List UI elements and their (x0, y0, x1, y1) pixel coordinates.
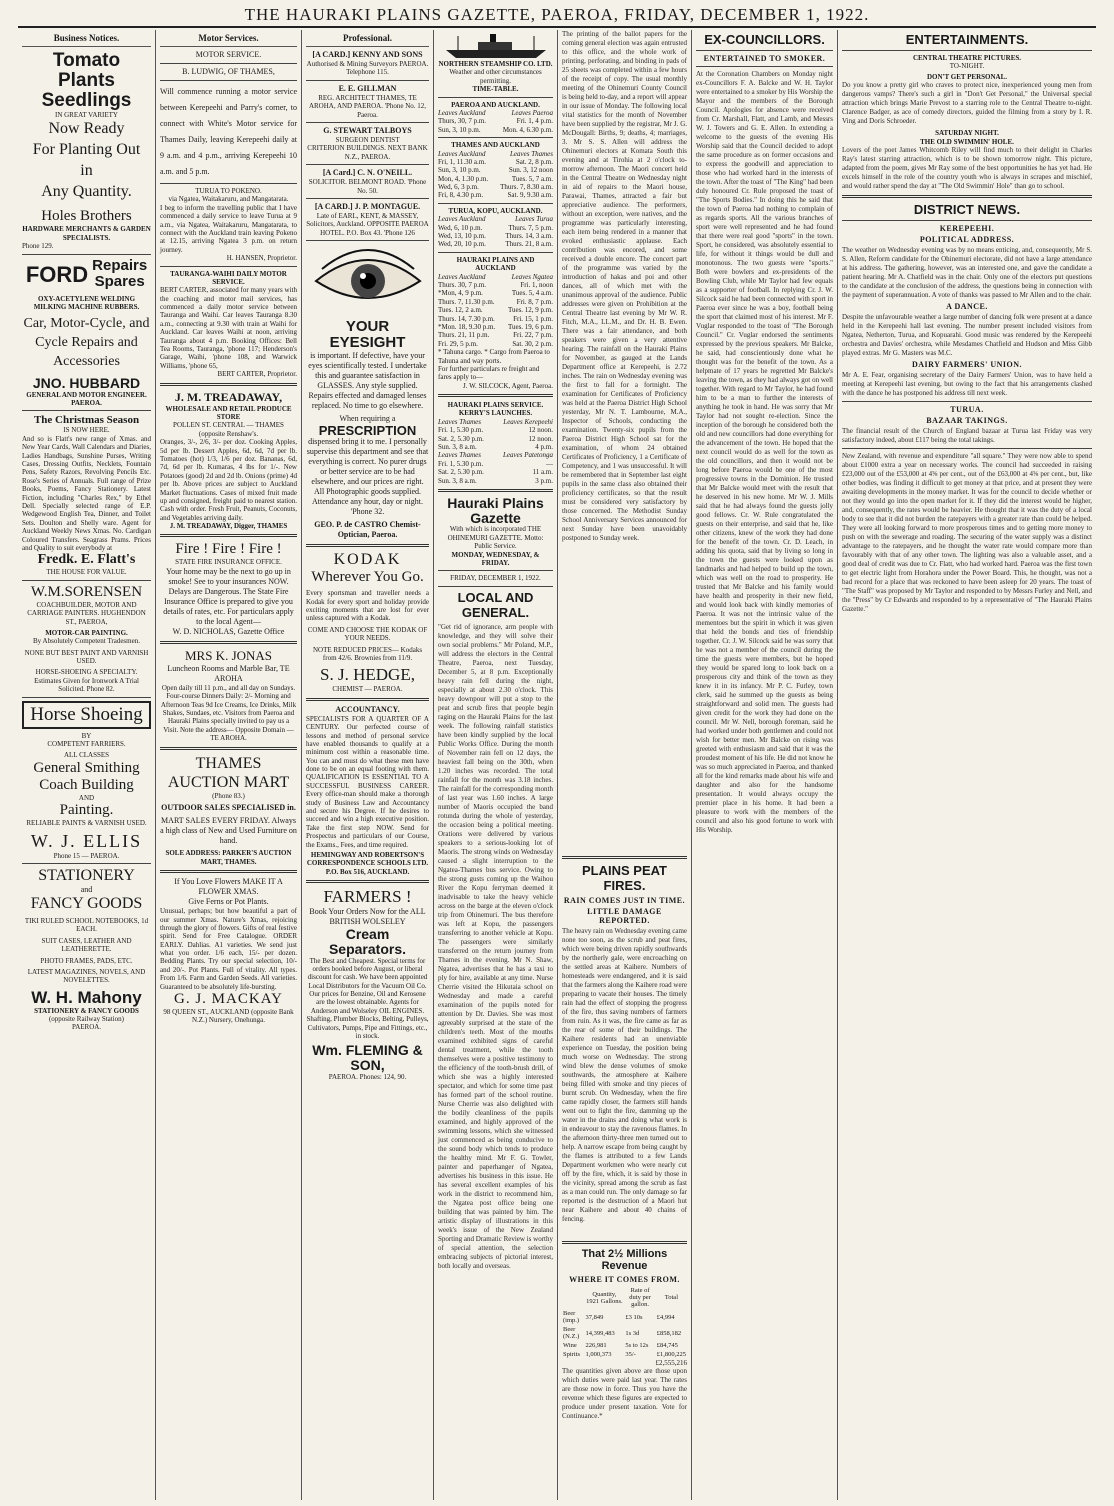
tt-silcock: J. W. SILCOCK, Agent, Paeroa. (462, 381, 553, 390)
film-swimmin-body: Lovers of the poet James Whitcomb Riley will find much to their delight in Charles Ray's latest starring attraction, which is to be shown tomorrow night. This picture, adapted from the poem, gives Mr Ray some of the best opportunities he has yet had. He excels himself in the role of the country youth who is always in scrapes and mischief, and would rather spend the day at "The Old Swimmin' Hole" than go to school. (842, 145, 1092, 190)
talboys-sub: SURGEON DENTIST (335, 135, 400, 144)
timetable-cell: Tues. 12, 9 p.m. (507, 306, 553, 315)
gazette-title: Hauraki Plains Gazette (447, 494, 544, 526)
tt-paeroa-auckland-title: PAEROA AND AUCKLAND. (451, 100, 540, 109)
flowers-ferns: Give Ferns or Pot Plants. (188, 897, 269, 907)
timetable-cell: Thurs. 30, 7 p.m. (438, 280, 487, 289)
column-ex-councillors (692, 30, 838, 1500)
gillman-title: E. E. GILLMAN (338, 83, 397, 93)
timetable-cell: Fri, 1, 11.30 a.m. (438, 157, 486, 166)
timetable-row (438, 289, 553, 297)
dairy-union-body: Mr A. E. Fear, organising secretary of the Dairy Farmers' Union, was to have held a meeting at Kerepeehi last evening, but owing to the fact that his arrangements clashed with the dance he has postponed his address till next week. (842, 370, 1092, 397)
ad-xmas-sub: IS NOW HERE. (63, 426, 110, 435)
ex-councillors-subheading: ENTERTAINED TO SMOKER. (703, 54, 826, 63)
timetable-cell: Leaves Auckland (438, 215, 486, 224)
treadaway-addr: POLLEN ST. CENTRAL — THAMES (opposite Renshaw's. (173, 421, 284, 438)
fleming-title: Wm. FLEMING & SON, (312, 1042, 423, 1074)
gillman-sub: REG. ARCHITECT THAMES, TE AROHA, AND PAEROA. 'Phone No. 12, Paeroa. (308, 93, 427, 119)
jonas-title: MRS K. JONAS (184, 647, 273, 663)
timetable-row (438, 224, 553, 232)
ad-motorcar: MOTOR-CAR PAINTING. (45, 628, 128, 637)
timetable-cell: Leaves Turua (515, 215, 553, 224)
accountancy-body: SPECIALISTS FOR A QUARTER OF A CENTURY. Our perfected course of lessons and method of personal service have enabled thousands to qualify at a minimum cost within a reasonable time. You can and must do what these men have done to be on an equal footing with them. QUALIFICATION IS ESSENTIAL TO A SUCCESSFUL BUSINESS CAREER. Every office-man should make a thorough study of Business Law and Accountancy and secure his Degree. If he desires to succeed and win a high executive position. Take the first step NOW. Send for Prospectus and particulars of our Course, the Exams., Fees, and time required. (306, 714, 429, 849)
prescription-title: PRESCRIPTION (318, 422, 417, 438)
ad-mahony-addr: (opposite Railway Station) (48, 1014, 125, 1023)
timetable-cell: Mon, 4, 1.30 p.m. (438, 174, 489, 183)
castro-sign: GEO. P. de CASTRO Chemist-Optician, Paeroa. (314, 520, 421, 540)
peat-fires-heading: PLAINS PEAT FIRES. (582, 863, 667, 893)
dance-heading: A DANCE. (946, 301, 988, 311)
jonas-sub: Luncheon Rooms and Marble Bar, TE AROHA (167, 663, 290, 683)
timetable-cell: Sat. 2, 5.30 p.m. (438, 434, 484, 443)
ad-tiki: TIKI RULED SCHOOL NOTEBOOKS, 1d EACH. (24, 916, 149, 934)
carter-sign: BERT CARTER, Proprietor. (217, 370, 297, 379)
ad-none: NONE BUT BEST PAINT AND VARNISH USED. (24, 648, 149, 666)
timetable-row (438, 306, 553, 314)
timetable-cell: Tues. 5, 4 a.m. (511, 289, 553, 298)
talboys-title: G. STEWART TALBOYS (323, 125, 412, 135)
bazaar-body: The financial result of the Church of England bazaar at Turua last Friday was very satisfactory indeed, about £117 being the total takings. (842, 426, 1092, 444)
saturday-night: SATURDAY NIGHT. (935, 129, 999, 138)
ad-tomato-body: Now Ready For Planting Out in Any Quantity. (32, 120, 141, 200)
fleming-sub: PAEROA. Phones: 124, 90. (328, 1072, 407, 1081)
timetable-cell: Fri. 1, noon (520, 280, 553, 289)
timetable-row (438, 183, 553, 191)
kodak-subtitle: Wherever You Go. (311, 569, 424, 586)
column-business-notices: Business Notices. Tomato Plants Seedlings IN GREAT VARIETY Now Ready For Planting Out in Any Quantity. Holes Brothers HARDWARE MERCHANTS & GARDEN SPECIALISTS. Phone 129. FORD Repairs Spares OXY-ACETYLENE WELDING MILKING MACHINE RUBBERS. Car, Motor-Cycle, and Cycle Repairs and Accessories JNO. HUBBARD GENERAL AND MOTOR ENGINEER. PAEROA. The Christmas Season IS NOW HERE. And so is Flatt's new range of Xmas. and New Year Cards, Wall Calendars and Diaries, Ladies Handbags, Sunshine Purses, Writing Cases, Dressing Outfits, Necklets, Fountain Pens, Safety Razors, Revolving Pencils Etc. Rose's Series of Annuals. Full range of Prize Books, Poems, Fancy Stationery. Latest Fiction, including "Charles Rex," by Ethel Dell. Specially selected range of E.P. Wedgewood English Tea, Dinner, and Toilet Sets. Doulton and Shelly ware. Agent for Auckland Weekly News Xmas. No. Cardigan Coloured Transfers. Seagrass Prams. Prices and Quality to suit everybody at Fredk. E. Flatt's THE HOUSE FOR VALUE. W.M.SORENSEN COACHBUILDER, MOTOR AND CARRIAGE PAINTERS. HUGHENDON ST., PAEROA, MOTOR-CAR PAINTING. By Absolutely Competent Tradesmen. NONE BUT BEST PAINT AND VARNISH USED. HORSE-SHOEING A SPECIALTY. Estimates Given for Ironwork A Trial Solicited. Phone 82. Horse Shoeing BY COMPETENT FARRIERS. ALL CLASSES General Smithing Coach Building AND Painting. RELIABLE PAINTS & VARNISH USED. W. J. ELLIS Phone 15 — PAEROA. STATIONERY and FANCY GOODS TIKI RULED SCHOOL NOTEBOOKS, 1d EACH. SUIT CASES, LEATHER AND LEATHERETTE. PHOTO FRAMES, PADS, ETC. LATEST MAGAZINES, NOVELS, AND NOVELETTES. W. H. Mahony STATIONERY & FANCY GOODS (opposite Railway Station) PAEROA. (18, 30, 156, 1500)
turua-heading: TURUA. (950, 404, 984, 414)
ad-ironwork: Estimates Given for Ironwork A Trial Solicited. Phone 82. (34, 676, 139, 694)
timetable-cell: Tues. 12, 2 a.m. (438, 306, 483, 315)
timetable-cell: Thurs. 7, 11.30 p.m. (438, 297, 495, 306)
timetable-cell: Leaves Thames (510, 149, 553, 158)
northern-steamship-title: NORTHERN STEAMSHIP CO. LTD. (438, 60, 553, 68)
kenny-sub: Authorised & Mining Surveyors PAEROA. Telephone 115. (306, 60, 429, 77)
peat-fires-subheading: RAIN COMES JUST IN TIME. (563, 896, 686, 905)
ad-suit: SUIT CASES, LEATHER AND LEATHERETTE. (41, 936, 132, 954)
gazette-days: MONDAY, WEDNESDAY, & FRIDAY. (451, 550, 540, 567)
fire-body: Your home may be the next to go up in smoke! See to your insurances NOW. Delays are Dangerous. The State Fire Insurance Office is prepared to give you details of rates, etc. For particulars apply to the local Agent— (163, 566, 294, 626)
revenue-row (562, 1341, 687, 1350)
northern-weather: Weather and other circumstances permitting. (449, 68, 542, 85)
ad-fancy-goods: FANCY GOODS (30, 894, 143, 912)
central-theatre: CENTRAL THEATRE PICTURES. (912, 54, 1022, 62)
timetable-row (438, 477, 553, 485)
timetable-cell: Tues. 19, 6 p.m. (507, 322, 553, 331)
eye-illustration-icon (312, 245, 424, 315)
local-general-body: "Get rid of ignorance, arm people with knowledge, and they will solve their own social problems." Mr Poland, M.P., will address the electors in the Central Theatre, Paeroa, next Tuesday, December 5, at 8 p.m. Exceptionally heavy rain fell during the night, especially at about 2.30 o'clock. This heavy downpour will put a stop to the peat and scrub fires that people begin raging on the Hauraki Plains for the last week. The following rainfall statistics have been kindly supplied by the local Public Works Office. During the month of November rain fell on 12 days, the heaviest fall being on the 30th, when 1.20 inches was recorded. The total rainfall for the month was 3.18 inches. The rainfall for the corresponding month of last year was 1.60 inches. A large number of Maoris occupied the band rotunda during the whole of yesterday, the occasion being a political meeting. Orations were delivered by various speakers to a serious-looking lot of Maoris. The strong winds on Wednesday caused a slight interruption to the Ngatea-Thames bus service. Owing to the strong gusts coming up the Waihou River the Kopu ferryman deemed it inadvisable to take the heavy vehicle across on the barge at the eleven o'clock trip from Ohinemuri. The bus therefore was left at Kopu, the passengers transferring to another vehicle at Kopu. The passengers were similarly transferred on the return journey from Thames in the evening. Mr N. Shaw, Ngatea, advertises that he has a taxi to ply for hire, available at any time. Nurse Cherrie visited the Hikutaia school on Wednesday and made a careful examination of the pupils noted for attention by Dr. Davies. She was most agreeably surprised at the state of the children's teeth. Most of the mouths examined exhibited signs of careful dental treatment, while the tooth themselves were a positive testimony to the efficiency of the tooth-brush drill, of which she was a highly interested spectator, and which for some time past has formed part of the school routine. Nurse Cherrie was also delighted with the bodily cleanliness of the pupils examined, and highly approved of the swimming lessons, which she witnessed just commenced as being conducive to the sound body which tends to produce the healthy mind. Mr F. G. Towler, painter and paperhanger of Ngatea, advertises his business in this issue. He has several excellent examples of his work in the district to recommend him, the Ngatea post office being one building that was painted by him. The artistic display of illustrations in this week's issue of the New Zealand Sporting and Dramatic Review is worthy of special attention, the selection embracing subjects of pictorial interest, both locally and overseas. (438, 622, 553, 1270)
timetable-header (438, 273, 553, 281)
tt-paeroa-auckland (438, 109, 553, 134)
dateline: FRIDAY, DECEMBER 1, 1922. (450, 574, 541, 583)
entertainments-heading: ENTERTAINMENTS. (905, 32, 1029, 47)
farmers-title: FARMERS ! (323, 887, 412, 907)
timetable-cell: Mon. 4, 6.30 p.m. (502, 125, 553, 134)
kodak-come: COME AND CHOOSE THE KODAK OF YOUR NEEDS. (307, 625, 428, 643)
timetable-row (438, 460, 553, 468)
timetable-cell: Leaves Auckland (438, 149, 486, 158)
ad-holes-sub: HARDWARE MERCHANTS & GARDEN SPECIALISTS. (22, 225, 151, 242)
peat-fires-subheading-2: LITTLE DAMAGE REPORTED. (587, 907, 662, 925)
column-heading: Motor Services. (160, 30, 297, 47)
revenue-cell: Wine (563, 1342, 577, 1349)
farmers-body: Book Your Orders Now for the ALL BRITISH WOLSELEY (309, 907, 426, 927)
mackay-addr: 98 QUEEN ST., AUCKLAND (opposite Bank N.Z.) Nursery, Onehunga. (163, 1008, 294, 1025)
timetable-cell: Sun, 3, 10 p.m. (438, 166, 481, 175)
timetable-header (438, 451, 553, 459)
treadaway-sub: WHOLESALE AND RETAIL PRODUCE STORE (165, 404, 292, 421)
tt-kerry (438, 418, 553, 452)
kodak-body: Every sportsman and traveller needs a Kodak for every sport and holiday provide exciting moments that are lost for ever unless captured with a Kodak. (306, 589, 429, 623)
tt-turua-kopu-title: TURUA, KOPU, AUCKLAND. (448, 206, 543, 215)
timetable-row (438, 166, 553, 174)
timetable-row (438, 191, 553, 199)
revenue-cell: 37,849 (585, 1313, 604, 1321)
ad-painting: Painting. (59, 802, 114, 819)
thames-mart-outdoor: OUTDOOR SALES SPECIALISED in. (161, 803, 296, 813)
revenue-heading: That 2½ Millions Revenue (581, 1248, 668, 1272)
tt-thames-auckland (438, 150, 553, 200)
revenue-cell: £3 10s (625, 1313, 643, 1321)
timetable-row (438, 240, 553, 248)
revenue-cell: £4,994 (656, 1313, 675, 1321)
ad-mahony-title: W. H. Mahony (31, 987, 142, 1007)
turua-pokeno-title: TURUA TO POKENO. (195, 187, 262, 195)
ad-milking: MILKING MACHINE RUBBERS. (33, 302, 140, 311)
eyesight-body: is important. If defective, have your eyes scientifically tested. I undertake this and guarantee satisfaction in GLASSES. Any style supplied. Repairs effected and damaged lenses replaced. No time to go elsewhere. (308, 350, 427, 410)
turua-pokeno-sub: via Ngatea, Waitakaruru, and Mangatarata. (168, 195, 289, 204)
timetable-cell: Sat. 2, 8 p.m. (515, 157, 553, 166)
ad-mahony-town: PAEROA. (71, 1023, 102, 1032)
timetable-cell: Wed, 13, 10 p.m. (438, 232, 486, 241)
steamship-icon (438, 32, 554, 60)
ad-oxy: OXY-ACETYLENE WELDING (37, 294, 136, 303)
timetable-cell: 3 p.m. (535, 476, 553, 485)
dance-body: Despite the unfavourable weather a large number of dancing folk were present at a dance held in the Kerepeehi hall last evening. The number present included visitors from Ngatea, Netherton, Turua, and Kopuarahi. Good music was rendered by the Kerepeehi orchestra and Davies' orchestra, while Mesdames Chatfield and Hudson and Miss Gibb played extras. Mr G. Masters was M.C. (842, 312, 1092, 357)
ad-smithing: General Smithing (33, 759, 140, 776)
political-address-heading: POLITICAL ADDRESS. (919, 234, 1015, 244)
ad-magazines: LATEST MAGAZINES, NOVELS, AND NOVELETTES. (27, 967, 146, 985)
film-personal-body: Do you know a pretty girl who craves to protect nice, inexperienced young men from dangerous vamps? There's such a girl in "Don't Get Personal," the Universal special attraction which brings Marie Prevost to a starring role to the Central Theatre to-night. Clarence Badger, as ace of comedy directors, guided the filming from a story by I. R. Ving and Doris Schroeder. (842, 81, 1092, 126)
tt-hauraki-auckland-title: HAURAKI PLAINS AND AUCKLAND (456, 255, 535, 273)
turua-pokeno-body: I beg to inform the travelling public that I have commenced a daily service to leave Turua at 9 a.m., via Ngatea, Waitakaruru, Mangatarata, to connect with the Auckland train leaving Pokeno at 12.15, arriving Ngatea 3 p.m. on return journey. (160, 203, 297, 254)
column-entertainment-district (838, 30, 1096, 1500)
timetable-cell: Sat. 2, 5.30 p.m. (438, 468, 484, 477)
ad-car-repairs: Car, Motor-Cycle, and Cycle Repairs and Accessories (23, 316, 150, 370)
ex-councillors-body: At the Coronation Chambers on Monday night ex-Councillors F. A. Balcke and W. H. Taylor were entertained to a smoker by His Worship the Mayor and the members of the Borough Council. Apologies for absence were received from Cr. Marshall, Flatt, and Lamb, and Messrs W. J. Towers and G. E. Allen. In extending a welcome to the guests of the evening His Worship said that the Council decided to adopt the same procedure as on former occasions and to express the goodwill and appreciation to those who had worked hard in the interests of the town. After the toast of "The King" had been duly honoured Cr. Rule proposed the toast of "The Sports Bodies." In doing this he said that the town of Paeroa had nothing to complain of as regards sports. All the various branches of sport were well represented and he had found that there were real good "sports" in the town. Sport, he considered, was absolutely essential to life, for without it things would be dull and monotonous. The two guests were "sports." Both were bowlers and ex-presidents of the Bowling Club, while Mr Taylor had few equals as a supporter of football. In replying Cr. J. W. Silcock said he had been connected with sport in Paeroa ever since he was a boy, football being the sport that claimed most of his interest. Mr F. Vuglar responded to the toast of "The Borough Council." Cr. Vuglar endorsed the sentiments expressed by the previous speakers. Mr Balcke, he said, had conscientiously done what he thought was for the benefit of the town. As a helpmate of 17 years he regretted Mr Balcke's leaving the town, as they had always got on well together. With regard to Mr Taylor, he had found him to be a man to further the interests of anything he took in hand. He was sorry that Mr Taylor had not sought re-election. Since the inception of the borough he considered both the old and new councillors had done everything for the advancement of the town. He hoped that the next council would do as well for the town as the old councillors, and then it would not be long before Paeroa would be one of the most progressive towns in the Dominion. He trusted that Mr Balcke would meet with the result that he deserved in his new home. Mr W. J. Mills said that he had always found the guests jolly good fellows. Cr. W. Rule congratulated the guests on their enterprise, and said that he, like other citizens, knew of the work they had done for the benefit of the town. Cr. D. Leach, in adding his quota, said that by living so long in the town the guests were looked upon as landmarks and had helped to build up the town, which was well on the road to prosperity. He trusted that Mr Balcke and his family would have health and prosperity in their new field, and would look back with kindly memories of Paeroa. It was not the intrinsic value of the mementoes but the spirit in which it was given that held the bonds and ties of friendship together. Cr. J. W. Silcock said he was sorry that he was not a member of the council during the time the guests were members, but he hoped they would be spared long to look back on a prosperous city and think of the town as they knew it in its infancy. Mr P. C. Furley, town clerk, said he summed up the guests as being straightforward and solid men. The guests had given credit for the work they had done on the council. Mr W. Nell, borough foreman, said he had worked under both gentlemen and could not wish for better men. Mr Balcke on rising was greeted with enthusiasm and said that it was the proudest moment of his life. He did not know he was so much appreciated in Paeroa, and thanked all for the kind remarks made about his wife and daughter and also for the handsome presentation. It would always occupy the premier place in his home. It had been a pleasure to work with the members of the council and also his good fortune to work with His Worship. (696, 70, 833, 834)
ad-hubbard-sub: GENERAL AND MOTOR ENGINEER. PAEROA. (26, 390, 147, 408)
ad-photo: PHOTO FRAMES, PADS, ETC. (40, 956, 133, 965)
timetable-header (438, 150, 553, 158)
timetable-cell: Leaves Paeroa (511, 108, 553, 117)
timetable-row (438, 340, 553, 348)
hansen-sign: H. HANSEN, Proprietor. (226, 254, 297, 263)
timetable-cell: Tues. 5, 7 a.m. (511, 174, 553, 183)
mackay-title: G. J. MACKAY (174, 991, 283, 1008)
jonas-body: Open daily till 11 p.m., and all day on Sundays. Four-course Dinners Daily: 2/- Morning and Afternoon Teas 9d Ice Creams, Ice Drinks, Milk Shakes, Sundaes, etc. Visitors from Paeroa and Hauraki Plains specially invited to pay us a Visit. Note the address— Opposite Domain — TE AROHA. (160, 683, 297, 743)
revenue-total: £2,555,216 (655, 1359, 687, 1367)
ad-holes-phone: Phone 129. (22, 242, 54, 251)
timetable-cell: 12 noon. (528, 426, 553, 435)
timetable-cell: Fri. 8, 7 p.m. (516, 297, 553, 306)
revenue-row (562, 1350, 687, 1359)
tt-hauraki-note: * Tahuna cargo. * Cargo from Paeroa to Tahuna and way ports. (438, 348, 550, 365)
timetable-row (438, 126, 553, 134)
column-professional: Professional. [A CARD.] KENNY AND SONS Authorised & Mining Surveyors PAEROA. Telephone 115. E. E. GILLMAN REG. ARCHITECT THAMES, TE AROHA, AND PAEROA. 'Phone No. 12, Paeroa. G. STEWART TALBOYS SURGEON DENTIST CRITERION BUILDINGS. NEXT BANK N.Z., PAEROA. [A Card.] C. N. O'NEILL. SOLICITOR. BELMONT ROAD. 'Phone No. 50. [A CARD.] J. P. MONTAGUE. Late of EARL, KENT, & MASSEY, Solicitors, Auckland. OPPOSITE PAEROA HOTEL. P.O. Box 43. 'Phone 126 YOUR EYESIGHT is important. If defective, have your eyes scientifically tested. I undertake this and guarantee satisfaction in GLASSES. Any style supplied. Repairs effected and damaged lenses replaced. No time to go elsewhere. When requiring a PRESCRIPTION dispensed bring it to me. I personally supervise this department and see that everything is correct. No purer drugs or better service are to be had elsewhere, and our prices are right. All Photographic goods supplied. Attendance any hour, day or night. 'Phone 32. GEO. P. de CASTRO Chemist-Optician, Paeroa. KODAK Wherever You Go. Every sportsman and traveller needs a Kodak for every sport and holiday provide exciting moments that are lost for ever unless captured with a Kodak. COME AND CHOOSE THE KODAK OF YOUR NEEDS. NOTE REDUCED PRICES— Kodaks from 42/6. Brownies from 11/9. S. J. HEDGE, CHEMIST — PAEROA. ACCOUNTANCY. SPECIALISTS FOR A QUARTER OF A CENTURY. Our perfected course of lessons and method of personal service have enabled thousands to qualify at a minimum cost within a reasonable time. You can and must do what these men have done to be on an equal footing with them. QUALIFICATION IS ESSENTIAL TO A SUCCESSFUL BUSINESS CAREER. Every office-man should make a thorough study of Business Law and Accountancy and secure his Degree. If he desires to succeed and win a high executive position. Take the first step NOW. Send for Prospectus and particulars of our Course, the Exams., Fees, and time required. HEMINGWAY AND ROBERTSON'S CORRESPONDENCE SCHOOLS LTD. P.O. Box 516, AUCKLAND. FARMERS ! Book Your Orders Now for the ALL BRITISH WOLSELEY Cream Separators. The Best and Cheapest. Special terms for orders booked before August, or liberal discount for cash. We have been appointed Local Distributors for the Vacuum Oil Co. Our prices for Benzine, Oil and Kerosene are the lowest obtainable. Agents for Anderson and Wolseley OIL ENGINES. Shafting, Plumber Blocks, Belting, Pulleys, Cultivators, Pumps, Pipe and Fittings, etc., in stock. Wm. FLEMING & SON, PAEROA. Phones: 124, 90. (302, 30, 434, 1500)
treadaway-title: J. M. TREADAWAY, (174, 389, 283, 404)
revenue-header-cell: Quantity, 1921 Gallons. (586, 1290, 623, 1305)
ad-holes-title: Holes Brothers (41, 208, 132, 225)
timetable-cell: Wed, 20, 10 p.m. (438, 240, 486, 249)
tt-thames-auckland-title: THAMES AND AUCKLAND (451, 141, 540, 150)
timetable-cell: Sat. 9, 9.30 a.m. (507, 191, 553, 200)
timetable-cell: Sun. 3, 12 noon (508, 166, 553, 175)
timetable-cell: Thurs. 21, 8 a.m. (505, 240, 553, 249)
ad-sorensen-title: W.M.SORENSEN (30, 583, 143, 600)
fire-state-office: STATE FIRE INSURANCE OFFICE. (175, 558, 282, 567)
revenue-cell: 226,981 (585, 1342, 607, 1349)
ad-flatt-title: Fredk. E. Flatt's (37, 552, 136, 568)
timetable-row (438, 331, 553, 339)
oneill-title: [A Card.] C. N. O'NEILL. (322, 168, 413, 178)
timetable-cell: Sun. 3, 8 a.m. (438, 443, 477, 452)
thames-mart-title: THAMES AUCTION MART (167, 754, 290, 791)
column-motor-services (156, 30, 302, 1500)
revenue-header-cell: Rate of duty per gallon. (629, 1287, 651, 1308)
timetable-row (438, 315, 553, 323)
timetable-row (438, 175, 553, 183)
hp-service-title: HAURAKI PLAINS SERVICE. (447, 401, 544, 410)
timetable-row (438, 298, 553, 306)
film-swimmin-title: THE OLD SWIMMIN' HOLE. (920, 137, 1014, 146)
revenue-body: The quantities given above are those upon which duties were paid last year. The rates are those now in force. Thus you have the revenue which these figures are expected to produce under present taxation. Vote for Continuance.* (562, 1367, 687, 1421)
timetable-cell: Leaves Thames (438, 417, 481, 426)
tauranga-body: BERT CARTER, associated for many years with the coaching and motor mail services, has commenced a daily motor service between Tauranga and Waihi. Car leaves Tauranga 8.30 a.m., connecting at 9.30 with train at Waihi for Auckland. Car leaves Waihi at noon, arriving Tauranga about 4 p.m. Booking Offices: Bell Tea Rooms, Tauranga, 'phone 117; Henderson's Garage, Waihi, 'phone 108, and Warwick Williams, 'phone 65, (160, 286, 297, 370)
timetable-cell: Leaves Auckland (438, 108, 486, 117)
timetable-cell: Fri, 8, 4.30 p.m. (438, 191, 484, 200)
ludwig-title: B. LUDWIG, OF THAMES, (182, 67, 275, 76)
timetable-cell: Wed, 6, 3 p.m. (438, 183, 479, 192)
ad-horseshoe-spec: HORSE-SHOEING A SPECIALTY. (35, 668, 138, 677)
hedge-sub: CHEMIST — PAEROA. (332, 685, 403, 694)
kodak-title: KODAK (333, 551, 402, 569)
timetable-row (438, 281, 553, 289)
column-news (558, 30, 692, 1500)
revenue-cell: 1,000,373 (585, 1351, 612, 1358)
timetable-row (438, 468, 553, 476)
montague-title: [A CARD.] J. P. MONTAGUE. (314, 201, 421, 211)
thames-mart-sole: SOLE ADDRESS: PARKER'S AUCTION MART, THAMES. (165, 849, 292, 866)
timetable-header (438, 215, 553, 223)
timetable-cell: Fri. 1, 4 p.m. (516, 117, 553, 126)
timetable-cell: Wed, 6, 10 p.m. (438, 223, 483, 232)
timetable-cell: Leaves Kerepeehi (503, 417, 553, 426)
kerepeehi-heading: KEREPEEHI. (939, 223, 995, 233)
timetable-row (438, 435, 553, 443)
oneill-sub: SOLICITOR. BELMONT ROAD. 'Phone No. 50. (308, 178, 427, 195)
ad-ford: FORD Repairs Spares (25, 256, 148, 291)
fire-agent: W. D. NICHOLAS, Gazette Office (172, 626, 285, 636)
timetable-cell: Thurs. 7, 5 p.m. (508, 223, 553, 232)
revenue-header-cell: Total (664, 1294, 678, 1301)
revenue-cell: £858,182 (656, 1329, 682, 1337)
timetable-cell: 11 a.m. (532, 468, 553, 477)
dairy-union-heading: DAIRY FARMERS' UNION. (912, 359, 1022, 369)
bazaar-heading: BAZAAR TAKINGS. (926, 415, 1008, 425)
ad-sorensen-sub: COACHBUILDER, MOTOR AND CARRIAGE PAINTERS. HUGHENDON ST., PAEROA, (27, 600, 146, 626)
column-heading: Professional. (306, 30, 429, 47)
kerry-title: KERRY'S LAUNCHES. (458, 409, 533, 418)
timetable-cell: Fri. 1, 5.30 p.m. (438, 459, 484, 468)
revenue-table (562, 1286, 687, 1359)
ad-flatt-sub: THE HOUSE FOR VALUE. (46, 568, 127, 577)
ad-stationery-title: STATIONERY (38, 866, 135, 884)
timetable-cell: *Mon, 4, 9 p.m. (438, 289, 483, 298)
peat-fires-body: The heavy rain on Wednesday evening came none too soon, as the scrub and peat fires, which were being driven rapidly southwards by the northerly gale, were encroaching on the settled areas at Kaihere. Numbers of homesteads were endangered, and it is said that the farmers along the Kaihere road were preparing to vacate their houses. The timely rain had the effect of stopping the progress of the fire, thus saving numbers of farmers from ruin. As it was, the fire came as far as the rear of some of their buildings. The Kaihere residents had an unenviable experience on Tuesday, the position being much worse on Wednesday. The strong wind blew the dense volumes of smoke southwards, the atmosphere at Kaihere being filled with smoke and tiny pieces of burnt scrub. On Wednesday, when the fire came rapidly closer, the farmers still hands went out to fight the fire, damming up the water in the drains and doing what work is in endeavour to stay the ravenous flames. In the afternoon thirty-three men turned out to help. A narrow escape from being caught by the flames is attributed to a few Lands Department workmen who were nearly cut off by the fire, which, it is said by those in the vicinity, spread among the scrub as fast as a man could run. The only damage so far reported is the destruction of a Maori hut near Kaihere and about 40 chains of fencing. (562, 927, 687, 1223)
cream-separators-body: The Best and Cheapest. Special terms for orders booked before August, or liberal discount for cash. We have been appointed Local Distributors for the Vacuum Oil Co. Our prices for Benzine, Oil and Kerosene are the lowest obtainable. Agents for Anderson and Wolseley OIL ENGINES. Shafting, Plumber Blocks, Belting, Pulleys, Cultivators, Pumps, Pipe and Fittings, etc., in stock. (306, 956, 429, 1041)
district-news-heading: DISTRICT NEWS. (913, 201, 1021, 217)
ad-mahony-sub: STATIONERY & FANCY GOODS (34, 1006, 139, 1015)
tt-further: For further particulars re freight and fares apply to— (438, 364, 540, 382)
timetable-cell: Thurs. 7, 8.30 a.m. (500, 183, 553, 192)
thames-mart-body: MART SALES EVERY FRIDAY. Always a high class of New and Used Furniture on hand. (160, 816, 297, 846)
timetable-cell: Sun, 3, 10 p.m. (438, 125, 481, 134)
ex-councillors-continued: New Zealand, with revenue and expenditure "all square." They were now able to spend about £1000 extra a year on necessary works. The council had succeeded in raising £23,000 out of the £53,000 at 4⅝ per cent., out of the £63,000 at 4⅝ per cent., but, like other bodies, was finding it difficult to get money at that price, and at present they were awaiting developments in the money market. It was for the council to decide whether or not they would go into the open market for it. If they did the interest would be higher, and, consequently, the rates would be heavier. He thought that it was the duty of a local body to see that it did not burden the ratepayers with a greater rate than could be helped. They were all looking forward to more prosperous times and to getting more money to push on with the sewerage and roading. The securing of the water supply was a distinct advantage to the ratepayers, and he thought the water rate would compare more than favourably with that of any other town. The lighting was also a valuable asset, and a good deal of credit was due to Cr. Flatt, who had worked hard. Paeroa was the first town to get electric light from Horahora under the Power Board. This, he thought, was not a bad record for a place that was reckoned to have been asleep for 20 years. The toast of "The Staff" was proposed by Mr Taylor and responded to by Messrs Furley and Nell, and the "Press" by Cr Edwards and responded to by a representative of "The Hauraki Plains Gazette." (842, 451, 1092, 613)
ludwig-body: Will commence running a motor service between Kerepeehi and Parry's corner, to connect with White's Motor service for Thames Daily, leaving Kerepeehi daily at 9 a.m. and 4 p.m., arriving Kerepeehi 10 a.m. and 5 p.m. (160, 87, 297, 176)
timetable-cell: 12 noon. (528, 434, 553, 443)
revenue-row (562, 1309, 687, 1325)
revenue-cell: 1s 3d (625, 1329, 640, 1337)
timetable-row (438, 117, 553, 125)
local-general-heading: LOCAL AND GENERAL. (457, 589, 534, 620)
timetable-cell: Sat. 30, 2 p.m. (512, 339, 553, 348)
montague-sub: Late of EARL, KENT, & MASSEY, Solicitors, Auckland. OPPOSITE PAEROA HOTEL. P.O. Box 43. 'Phone 126 (306, 211, 429, 237)
revenue-header-cell (562, 1286, 584, 1309)
gazette-sub: With which is incorporated THE OHINEMURI GAZETTE. Motto: Public Service. (447, 525, 544, 551)
political-address-body: The weather on Wednesday evening was by no means enticing, and, consequently, Mr S. S. Allen, Reform candidate for the Ohinemuri electorate, did not have a large attendance at his address. The gathering, however, was an interested one, and gave the candidate a patient hearing. Mr A. Chatfield was in the chair. Only one of the electors put questions to the candidate at the conclusion of the address, the questions being in connection with the payment of superannuation. A vote of thanks was passed to Mr Allen and to the chair. (842, 245, 1092, 299)
timetable-cell: Leaves Thames (438, 451, 481, 460)
ad-xmas-title: The Christmas Season (33, 414, 140, 427)
timetable-header (438, 109, 553, 117)
cream-separators-title: Cream Separators. (328, 926, 407, 957)
revenue-row (562, 1325, 687, 1341)
timetable-row (438, 158, 553, 166)
ad-farriers: COMPETENT FARRIERS. (47, 740, 126, 749)
timetable-cell: Fri. 29, 5 p.m. (438, 339, 478, 348)
column-shipping-local (434, 30, 558, 1500)
tt-kerry-patetonga (438, 451, 553, 485)
timetable-cell: — (546, 459, 553, 468)
column-heading: Business Notices. (22, 30, 151, 47)
hedge-title: S. J. HEDGE, (320, 665, 415, 685)
revenue-cell: £1,800,225 (656, 1351, 686, 1358)
revenue-cell: Beer (imp.) (563, 1310, 580, 1324)
timetable-row (438, 232, 553, 240)
timetable-cell: Fri. 15, 1 p.m. (513, 314, 553, 323)
timetable-header (438, 418, 553, 426)
timetable-cell: Sun. 3, 8 a.m. (438, 476, 477, 485)
treadaway-sign: J. M. TREADAWAY, Digger, THAMES (169, 522, 288, 531)
ex-councillors-heading: EX-COUNCILLORS. (704, 32, 825, 47)
timetable-cell: Fri. 1, 5.30 p.m. (438, 426, 484, 435)
tauranga-title: TAURANGA-WAIHI DAILY MOTOR SERVICE. (170, 269, 287, 286)
timetable-cell: Fri. 22, 7 p.m. (513, 331, 553, 340)
timetable-cell: Thurs. 21, 11 p.m. (438, 331, 490, 340)
ad-tomato-sub: IN GREAT VARIETY (54, 110, 118, 119)
ad-paints: RELIABLE PAINTS & VARNISH USED. (26, 819, 147, 828)
motor-service-title: MOTOR SERVICE. (195, 50, 262, 59)
ad-competent: By Absolutely Competent Tradesmen. (33, 637, 140, 646)
timetable-cell: Thurs. 14, 7.30 p.m. (438, 314, 495, 323)
kenny-title: [A CARD.] KENNY AND SONS (312, 50, 423, 59)
revenue-subheading: WHERE IT COMES FROM. (569, 1275, 680, 1284)
kodak-prices: NOTE REDUCED PRICES— Kodaks from 42/6. Brownies from 11/9. (312, 645, 423, 662)
northern-timetable: TIME-TABLE. (472, 85, 519, 94)
treadaway-body: Oranges, 3/-, 2/6, 3/- per doz. Cooking Apples, 5d per lb. Dessert Apples, 6d, 6d, 7d per lb. Tomatoes (hot) 1/3, 1/6 per doz. Bananas, 6d, 7d, 6d per lb. Kumaras, 4 lbs for 1/-. New Potatoes (good) 2d and 2d lb. Onions (prime) 4d per lb. Above prices are subject to Auckland Market fluctuations. Cases of mixed fruit made up and consigned, freight paid to nearest station. Cash with order. Fresh Fruit, Peanuts, Coconuts, and Vegetables arriving daily. (160, 438, 297, 522)
revenue-cell: Spirits (563, 1351, 580, 1358)
masthead: THE HAURAKI PLAINS GAZETTE, PAEROA, FRIDAY, DECEMBER 1, 1922. (18, 4, 1096, 28)
revenue-cell: £84,745 (656, 1342, 678, 1349)
timetable-row (438, 443, 553, 451)
local-general-continued: The printing of the ballot papers for the coming general election was again entrusted to this office, and the whole work of printing, perforating, and binding in pads of 25 sheets was completed within a few hours of the receipt of copy. The usual monthly meeting of the Ohinemuri County Council is being held to-day, and a report will appear in our issue of Monday. The following local vital statistics for the month of November have been supplied by the registrar, Mr J. G. McDougall: Births, 9; deaths, 4; marriages, 3. Mr S. S. Allen will address the Ohinemuri electors at Komata South this evening and at Tirohia at 2 o'clock to-morrow afternoon. The Maori concert held in the Central Theatre on Wednesday night in aid of repairs to the Maori house, Parawai, Thames, attracted a fair but appreciative audience. The performers, without an exception, were natives, and the programme was particularly interesting, each item being rendered in a manner that evoked enthusiastic applause. Each contribution was encored, and some received a double encore. The concert part of the programme was varied by the introduction of hakas and poi and other dances, all of which met with the unanimous approval of the audience. Public addresses were given on Prohibition at the Central Theatre last evening by Mr W. R. Fitch, M.A., LL.M., and Dr. H. B. Ewen. There was a fair attendance, and both speakers were given a very attentive hearing. The rainfall on the Hauraki Plains for November, as gauged at the Lands Department office at Kerepeehi, is 2.72 inches. The rain on Wednesday evening was the first to fall for a fortnight. The examination for Certificates of Proficiency was held at the Paeroa District High School yesterday, Mr N. T. Lambourne, M.A., Inspector of Schools, conducting the examination. Twenty-six pupils from the Paeroa District High School sat for the examination, of whom 24 obtained Certificates of Proficiency, 1 a Certificate of Competency, and 1 was unsuccessful. It will be remembered that in September last eight pupils in the same class also obtained their proficiency certificates, so that the result must be considered very satisfactory by those concerned. The Methodist Sunday School Anniversary Services announced for next Sunday have been unavoidably postponed to Sunday week. (562, 30, 687, 542)
timetable-cell: *Mon. 18, 9.30 p.m. (438, 322, 496, 331)
flowers-body: Unusual, perhaps; but how beautiful a part of our summer Xmas. Nature's Xmas, rejoicing through the glory of flowers. Gifts of real festive spirit. Send for Free Catalogue. ORDER EARLY. Dahlias. A1 varieties. We send just what you order. 1/6 each, 15/- per dozen. Bedding Plants. Try our special selection, 10/- and 20/-. Pot Plants. Full of vitality. All types. From 1/6. Farm and Garden Seeds. All varieties. Guaranteed to be absolutely life-bursting. (160, 907, 297, 991)
thames-mart-phone: (Phone 83.) (212, 791, 245, 800)
revenue-cell: Beer (N.Z.) (563, 1326, 580, 1340)
timetable-cell: Leaves Ngatea (511, 272, 553, 281)
ad-horse-shoeing: Horse Shoeing (22, 701, 151, 729)
timetable-row (438, 426, 553, 434)
film-personal-title: DON'T GET PERSONAL. (926, 72, 1008, 81)
ad-ellis-title: W. J. ELLIS (30, 830, 143, 851)
revenue-cell: 14,399,483 (585, 1329, 615, 1337)
ad-ellis-phone: Phone 15 — PAEROA. (53, 851, 120, 860)
ad-coach: Coach Building (39, 776, 134, 793)
timetable-cell: Leaves Auckland (438, 272, 486, 281)
tonight: TO-NIGHT. (949, 62, 985, 71)
ad-xmas-body: And so is Flatt's new range of Xmas. and New Year Cards, Wall Calendars and Diaries, Ladies Handbags, Sunshine Purses, Writing Cases, Dressing Outfits, Necklets, Fountain Pens, Safety Razors, Revolving Pencils Etc. Rose's Series of Annuals. Full range of Prize Books, Poems, Fancy Stationery. Latest Fiction, including "Charles Rex," by Ethel Dell. Specially selected range of E.P. Wedgewood English Tea, Dinner, and Toilet Sets. Doulton and Shelly ware. Agent for Auckland Weekly News Xmas. No. Cardigan Coloured Transfers. Seagrass Prams. Prices and Quality to suit everybody at (22, 434, 151, 552)
timetable-cell: 4 p.m. (535, 443, 553, 452)
accountancy-title: ACCOUNTANCY. (335, 704, 400, 714)
tt-hauraki-auckland (438, 273, 553, 349)
fire-title: Fire ! Fire ! Fire ! (175, 541, 282, 558)
revenue-cell: 35/- (625, 1351, 636, 1358)
hemingway-sign: HEMINGWAY AND ROBERTSON'S CORRESPONDENCE SCHOOLS LTD. P.O. Box 516, AUCKLAND. (306, 850, 429, 876)
revenue-cell: 5s to 12s (625, 1342, 649, 1349)
timetable-cell: Thurs, 30, 7 p.m. (438, 117, 487, 126)
timetable-cell: Thurs. 14, 3 a.m. (505, 232, 553, 241)
tt-turua-kopu (438, 215, 553, 249)
prescription-body: dispensed bring it to me. I personally supervise this department and see that everything is correct. No purer drugs or better service are to be had elsewhere, and our prices are right. All Photographic goods supplied. Attendance any hour, day or night. 'Phone 32. (306, 437, 429, 517)
timetable-row (438, 323, 553, 331)
flowers-title: If You Love Flowers MAKE IT A FLOWER XMAS. (174, 877, 283, 897)
ad-hubbard-title: JNO. HUBBARD (32, 375, 141, 392)
talboys-addr: CRITERION BUILDINGS. NEXT BANK N.Z., PAEROA. (307, 144, 428, 161)
eyesight-title: YOUR EYESIGHT (329, 318, 406, 351)
timetable-cell: Leaves Patetonga (503, 451, 553, 460)
ad-tomato-title: Tomato Plants Seedlings (41, 50, 132, 111)
